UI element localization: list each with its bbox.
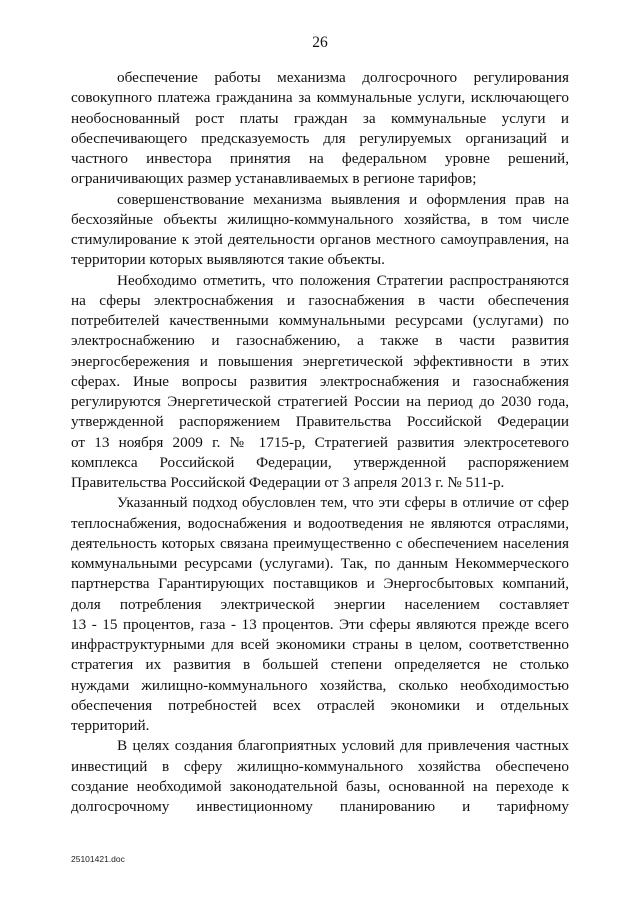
text-line: обеспечивающего предсказуемость для регулируемых организаций и <box>71 129 569 147</box>
text-line: частного инвестора принятия на федеральном уровне решений, <box>71 150 569 167</box>
text-line: обеспечение работы механизма долгосрочного регулирования <box>117 69 569 86</box>
text-line: регулируются Энергетической стратегией России на период до 2030 года, <box>71 393 569 410</box>
document-file-code: 25101421.doc <box>71 854 125 864</box>
text-line: нуждами жилищно-коммунального хозяйства, сколько необходимостью <box>71 676 569 694</box>
text-line: В целях создания благоприятных условий для привлечения частных <box>117 737 569 755</box>
text-line: теплоснабжения, водоснабжения и водоотведения не являются отраслями, <box>71 514 569 532</box>
text-line: энергосбережения и повышения энергетической эффективности в этих <box>71 352 569 370</box>
text-line: коммунальными ресурсами (услугами). Так, по данным Некоммерческого <box>71 555 569 572</box>
text-line: партнерства Гарантирующих поставщиков и Энергосбытовых компаний, <box>71 575 569 593</box>
text-line: территории которых выявляются такие объекты. <box>71 251 385 269</box>
paragraph-investment-conditions <box>71 736 569 817</box>
text-line: инвестиций в сферу жилищно-коммунального хозяйства обеспечено <box>71 757 569 775</box>
text-line: Указанный подход обусловлен тем, что эти сферы в отличие от сфер <box>117 494 569 512</box>
text-line: на сферы электроснабжения и газоснабжения в части обеспечения <box>71 291 569 309</box>
text-line: комплекса Российской Федерации, утвержденной распоряжением <box>71 453 569 471</box>
text-line: утвержденной распоряжением Правительства Российской Федерации <box>71 413 569 431</box>
paragraph-strategy-scope <box>71 271 569 494</box>
text-line: доля потребления электрической энергии населением составляет <box>71 595 569 613</box>
text-line: обеспечения потребностей всех отраслей экономики и отдельных <box>71 696 569 714</box>
text-line: 13 - 15 процентов, газа - 13 процентов. Эти сферы являются прежде всего <box>71 615 569 633</box>
text-line: от 13 ноября 2009 г. № 1715-р, Стратегией развития электросетевого <box>71 433 569 451</box>
paragraph-mechanism-payment <box>71 68 569 190</box>
text-line: бесхозяйные объекты жилищно-коммунального хозяйства, в том числе <box>71 210 569 228</box>
text-line: сферах. Иные вопросы развития электроснабжения и газоснабжения <box>71 372 569 390</box>
paragraph-approach-rationale <box>71 493 569 736</box>
text-line: ограничивающих размер устанавливаемых в регионе тарифов; <box>71 170 477 188</box>
text-line: совокупного платежа гражданина за коммунальные услуги, исключающего <box>71 89 569 107</box>
text-line: электроснабжению и газоснабжению, а также в части развития <box>71 332 569 350</box>
text-line: создание необходимой законодательной базы, основанной на переходе к <box>71 777 569 795</box>
page-number: 26 <box>312 34 328 51</box>
text-line: долгосрочному инвестиционному планированию и тарифному <box>71 798 569 815</box>
text-line: необоснованный рост платы граждан за коммунальные услуги и <box>71 109 569 127</box>
document-body <box>71 68 569 817</box>
text-line: территорий. <box>71 717 150 734</box>
text-line: деятельность которых связана преимущественно с обеспечением населения <box>71 534 569 552</box>
paragraph-ownerless-objects <box>71 190 569 271</box>
text-line: стратегия их развития в большей степени определяется не столько <box>71 656 569 674</box>
text-line: инфраструктурными для всей экономики страны в целом, соответственно <box>71 636 569 653</box>
text-line: Необходимо отметить, что положения Стратегии распространяются <box>117 271 569 289</box>
text-line: Правительства Российской Федерации от 3 апреля 2013 г. № 511-р. <box>71 474 505 491</box>
text-line: потребителей качественными коммунальными ресурсами (услугами) по <box>71 312 569 329</box>
text-line: стимулирование к этой деятельности органов местного самоуправления, на <box>71 231 569 248</box>
text-line: совершенствование механизма выявления и оформления прав на <box>117 190 569 208</box>
